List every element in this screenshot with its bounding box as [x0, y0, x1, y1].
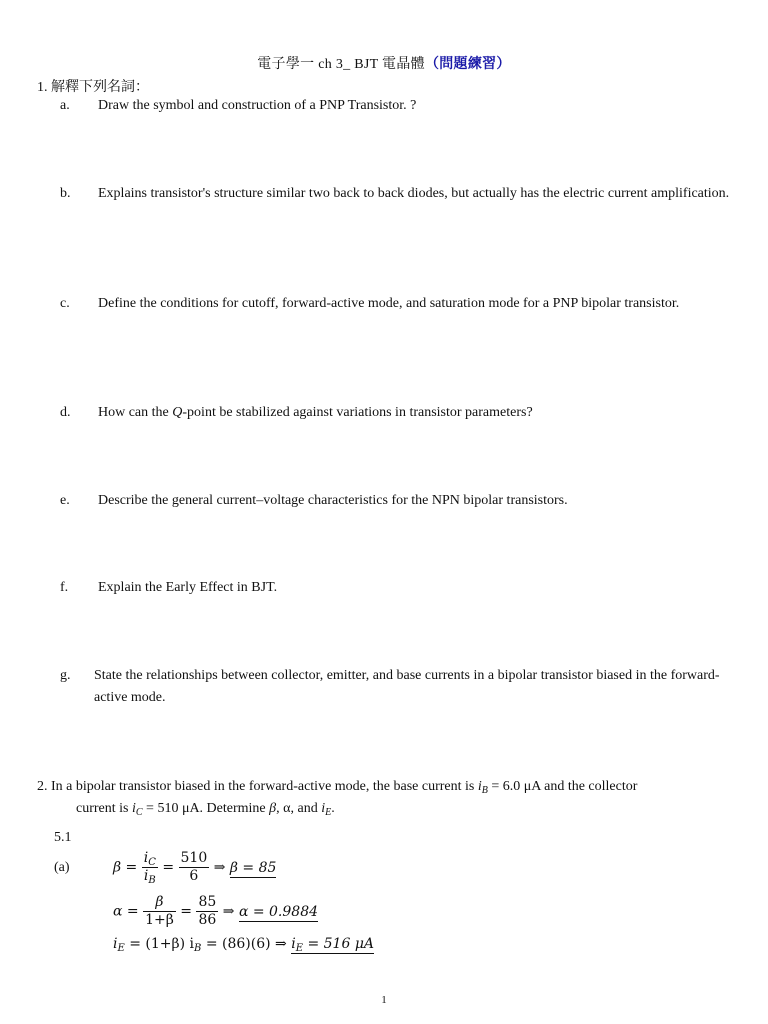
- ie-equation: [113, 936, 374, 952]
- item-f-text: Explain the Early Effect in BJT.: [98, 580, 278, 595]
- page-number: 1: [381, 994, 387, 1006]
- q2-ib-symbol: i: [477, 779, 482, 794]
- item-b-text: Explains transistor's structure similar two back to back diodes, but actually has the electric current amplification.: [98, 186, 730, 201]
- beta-num1-sub: C: [148, 857, 156, 868]
- q2-beta: β: [269, 801, 277, 816]
- ie-lhs: i: [113, 936, 118, 952]
- ie-lhs-sub: E: [117, 943, 125, 954]
- item-d-text-after: -point be stabilized against variations in transistor parameters?: [182, 405, 533, 420]
- q2-ib-value: = 6.0 μA and the collector: [487, 779, 638, 794]
- item-d-text-italic: Q: [172, 405, 183, 420]
- item-d-text-before: How can the: [98, 405, 173, 420]
- alpha-den2: 86: [198, 912, 217, 928]
- item-c-label: c.: [60, 296, 70, 311]
- alpha-frac2: [196, 894, 218, 929]
- q2-ic-value: = 510 μA. Determine: [142, 801, 270, 816]
- solution-part: (a): [54, 860, 70, 875]
- beta-equation: [113, 850, 276, 885]
- beta-frac1: [142, 850, 158, 885]
- q2-comma: ,: [276, 801, 284, 816]
- alpha-den1: 1+β: [145, 912, 174, 928]
- solution-section: 5.1: [54, 830, 72, 845]
- page-title: [0, 53, 768, 73]
- item-a-text: Draw the symbol and construction of a PNP Transistor. ?: [98, 98, 417, 113]
- beta-eq-sign: =: [162, 859, 175, 876]
- item-f-label: f.: [60, 580, 69, 595]
- beta-arrow: ⇒: [213, 859, 226, 876]
- q2-line2-start: current is: [76, 801, 132, 816]
- q2-ie-sub: E: [325, 807, 332, 818]
- beta-num1: i: [143, 850, 149, 866]
- title-main: 電子學一 ch 3_ BJT 電晶體: [257, 57, 425, 72]
- beta-result: β = 85: [229, 859, 277, 876]
- question2-text: [37, 776, 727, 820]
- item-e-text: Describe the general current–voltage characteristics for the NPN bipolar transistors.: [98, 493, 568, 508]
- item-d-text: [98, 405, 533, 421]
- q2-line1: 2. In a bipolar transistor biased in the forward-active mode, the base current is: [37, 779, 478, 794]
- alpha-num1: β: [143, 894, 176, 912]
- ie-result-i: i: [291, 936, 296, 952]
- alpha-num2: 85: [198, 894, 217, 910]
- ie-result: [291, 936, 374, 954]
- ie-result-val: = 516 μA: [303, 936, 375, 952]
- item-g-label: g.: [60, 668, 71, 683]
- beta-den1: i: [143, 868, 149, 884]
- ie-result-sub: E: [295, 943, 304, 954]
- q2-ib-sub: B: [481, 785, 488, 796]
- item-c-text: Define the conditions for cutoff, forward-active mode, and saturation mode for a PNP bipolar transistor.: [98, 296, 680, 311]
- ie-ib-sub: B: [194, 943, 202, 954]
- item-g-text: State the relationships between collector, emitter, and base currents in a bipolar transistor biased in the forward-active mode.: [94, 668, 720, 705]
- question1-heading: 1. 解釋下列名詞：: [37, 80, 149, 95]
- item-a-label: a.: [60, 98, 70, 113]
- ie-middle: = (1+β) i: [124, 936, 195, 952]
- alpha-equation: [113, 894, 318, 929]
- item-b-label: b.: [60, 186, 71, 201]
- q2-period: .: [331, 801, 335, 816]
- alpha-frac1: [143, 894, 176, 929]
- beta-frac2: [179, 850, 210, 885]
- alpha-arrow: ⇒: [222, 903, 235, 920]
- beta-den1-sub: B: [148, 875, 156, 886]
- item-d-label: d.: [60, 405, 71, 420]
- beta-den2: 6: [189, 868, 199, 884]
- q2-ic-symbol: i: [131, 801, 136, 816]
- alpha-result: α = 0.9884: [238, 903, 319, 920]
- title-highlight: （問題練習）: [424, 57, 511, 72]
- item-e-label: e.: [60, 493, 70, 508]
- beta-lhs: β =: [113, 859, 138, 876]
- alpha-eq-sign: =: [180, 903, 193, 920]
- alpha-lhs: α =: [113, 903, 139, 920]
- ie-calc: = (86)(6) ⇒: [201, 936, 292, 952]
- q2-ic-sub: C: [135, 807, 143, 818]
- q2-alpha: α: [283, 801, 291, 816]
- beta-num2: 510: [180, 850, 208, 866]
- q2-and: , and: [290, 801, 322, 816]
- q2-ie-symbol: i: [321, 801, 326, 816]
- q2-line2: [37, 798, 727, 820]
